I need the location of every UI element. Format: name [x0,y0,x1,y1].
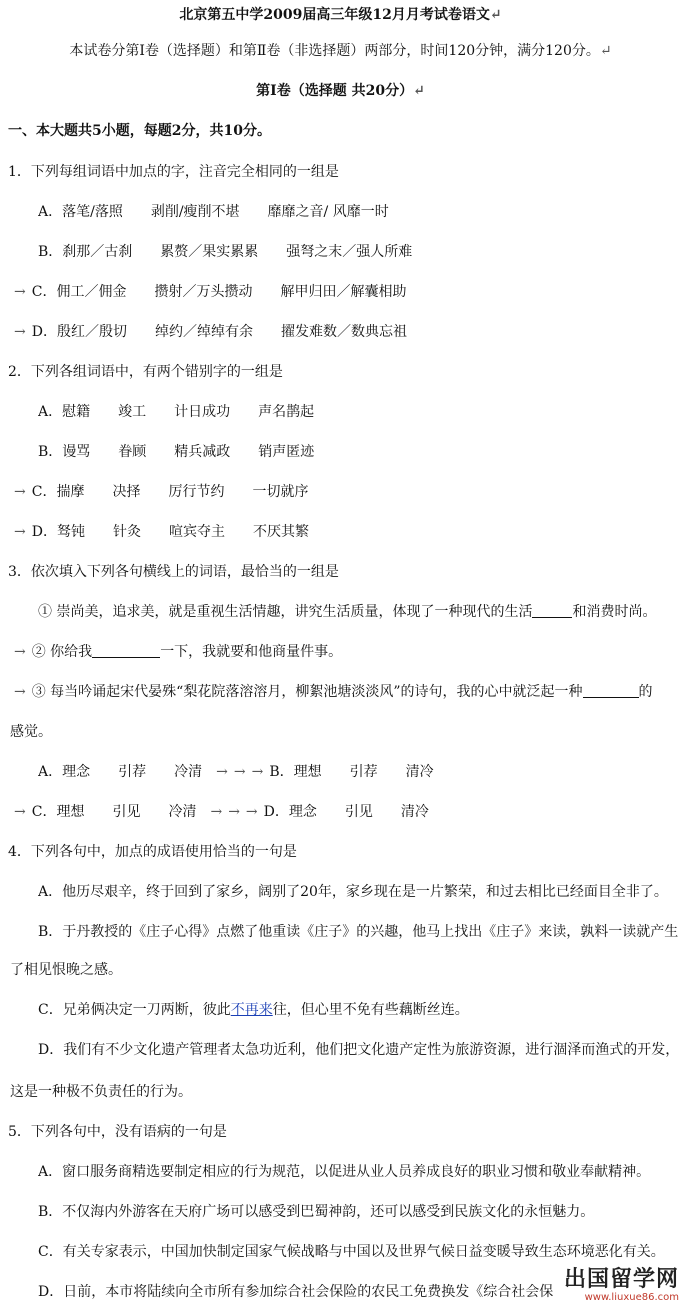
fill-blank [532,604,572,618]
option-text: A．理念 引荐 冷清 [38,764,203,780]
option-text: 了相见恨晚之感。 [10,962,122,978]
option-text: D．理念 引见 清冷 [263,804,429,820]
question-1-stem-text: 1．下列每组词语中加点的字，注音完全相同的一组是 [8,164,339,180]
sentence-text: 一下，我就要和他商量件事。 [160,644,343,660]
question-1-option-a [38,203,687,221]
tab-arrow-icon: → [251,764,264,780]
option-text: D．驽钝 针灸 喧宾夺主 不厌其繁 [31,524,309,540]
option-text: A．他历尽艰辛，终于回到了家乡，阔别了20年，家乡现在是一片繁荣，和过去相比已经面目全非了。 [38,884,668,900]
tab-arrow-icon: → [14,684,26,700]
question-1-option-c [14,283,687,301]
tab-arrow-icon: → [245,804,258,820]
question-4-option-b-cont [10,961,687,979]
sentence-text: 的 [638,684,653,700]
question-4-stem-text: 4．下列各句中，加点的成语使用恰当的一句是 [8,844,297,860]
option-text: B．谩骂 眷顾 精兵减政 销声匿迹 [38,444,315,460]
option-text: B．于丹教授的《庄子心得》点燃了他重读《庄子》的兴趣，他马上找出《庄子》来读，孰料一读就产生 [38,924,679,940]
question-4-option-d-cont [10,1083,687,1101]
option-text: C．理想 引见 冷清 [31,804,197,820]
option-text: A．落笔/落照 剥削/瘦削不堪 靡靡之音/ 风靡一时 [38,204,389,220]
question-4-option-a [38,883,687,901]
option-text: C．有关专家表示，中国加快制定国家气候战略与中国以及世界气候日益变暖导致生态环境恶化有关。 [38,1244,665,1260]
question-4-stem [8,843,687,861]
question-2-option-d [14,523,687,541]
question-1-option-d [14,323,687,341]
option-text: B．理想 引荐 清冷 [269,764,434,780]
watermark-url: www.liuxue86.com [584,1292,679,1303]
question-3-options-ab [38,763,687,781]
tab-arrow-icon: → [210,804,223,820]
tab-arrow-icon: → [14,524,26,540]
question-3-sentence-3 [14,683,687,701]
sentence-text: ② 你给我 [31,644,93,660]
fill-blank [583,684,639,698]
exam-intro [0,42,687,60]
section-heading [8,122,687,140]
tab-arrow-icon: → [14,804,26,820]
part-heading [0,82,687,100]
option-text: C．兄弟俩决定一刀两断，彼此 [38,1002,231,1018]
option-text: C．佣工／佣金 攒射／万头攒动 解甲归田／解囊相助 [31,284,407,300]
question-5-stem [8,1123,687,1141]
sentence-text: ③ 每当吟诵起宋代晏殊“梨花院落溶溶月，柳絮池塘淡淡风”的诗句，我的心中就泛起一种 [31,684,583,700]
option-text: 往，但心里不免有些藕断丝连。 [272,1002,469,1018]
sentence-text: 感觉。 [10,724,52,740]
tab-arrow-icon: → [228,804,240,820]
question-2-option-c [14,483,687,501]
tab-arrow-icon: → [14,484,26,500]
option-text: D．日前，本市将陆续向全市所有参加综合社会保险的农民工免费换发《综合社会保 [38,1284,554,1300]
question-2-stem-text: 2．下列各组词语中，有两个错别字的一组是 [8,364,283,380]
option-text: 这是一种极不负责任的行为。 [10,1084,192,1100]
question-2-option-b [38,443,687,461]
question-5-option-c [38,1243,687,1261]
question-5-stem-text: 5．下列各句中，没有语病的一句是 [8,1124,227,1140]
option-text: A．窗口服务商精选要制定相应的行为规范，以促进从业人员养成良好的职业习惯和敬业奉献精神。 [38,1164,651,1180]
question-3-sentence-2 [14,643,687,661]
question-4-option-c [38,1001,687,1019]
question-3-stem-text: 3．依次填入下列各句横线上的词语，最恰当的一组是 [8,564,339,580]
watermark-logo-text: 出国留学网 [563,1267,679,1292]
fill-blank [92,644,160,658]
hyperlink[interactable]: 不再来 [230,1002,273,1018]
tab-arrow-icon: → [14,284,26,300]
option-text: C．揣摩 决择 厉行节约 一切就序 [31,484,309,500]
pilcrow-icon: ↵ [413,83,425,99]
question-2-stem [8,363,687,381]
exam-title-text: 北京第五中学2009届高三年级12月月考试卷语文 [179,7,490,23]
tab-arrow-icon: → [14,644,26,660]
question-4-option-d [38,1041,687,1059]
option-text: D．殷红／殷切 绰约／绰绰有余 擢发难数／数典忘祖 [31,324,407,340]
question-4-option-b [38,923,687,941]
exam-intro-text: 本试卷分第Ⅰ卷（选择题）和第Ⅱ卷（非选择题）两部分，时间120分钟，满分120分。 [69,43,600,59]
section-heading-text: 一、本大题共5小题，每题2分，共10分。 [8,123,271,139]
sentence-text: 和消费时尚。 [572,604,657,620]
question-3-stem [8,563,687,581]
option-text: B．不仅海内外游客在天府广场可以感受到巴蜀神韵，还可以感受到民族文化的永恒魅力。 [38,1204,595,1220]
part-heading-text: 第Ⅰ卷（选择题 共20分） [256,83,414,99]
question-3-options-cd [14,803,687,821]
question-5-option-b [38,1203,687,1221]
question-5-option-a [38,1163,687,1181]
sentence-text: ① 崇尚美，追求美，就是重视生活情趣，讲究生活质量，体现了一种现代的生活 [38,604,533,620]
option-text: D．我们有不少文化遗产管理者太急功近利，他们把文化遗产定性为旅游资源，进行涸泽而渔式的开发， [38,1042,680,1058]
tab-arrow-icon: → [233,764,246,780]
question-3-sentence-1 [38,603,687,621]
option-text: A．慰籍 竣工 计日成功 声名鹊起 [38,404,315,420]
pilcrow-icon: ↵ [599,43,612,59]
tab-arrow-icon: → [14,324,26,340]
question-1-option-b [38,243,687,261]
question-1-stem [8,163,687,181]
exam-title [0,6,687,24]
option-text: B．刹那／古刹 累赘／果实累累 强弩之末／强人所难 [38,244,413,260]
site-watermark [539,1268,679,1306]
tab-arrow-icon: → [216,764,228,780]
pilcrow-icon: ↵ [489,7,502,23]
question-3-sentence-3-cont [10,723,687,741]
question-2-option-a [38,403,687,421]
